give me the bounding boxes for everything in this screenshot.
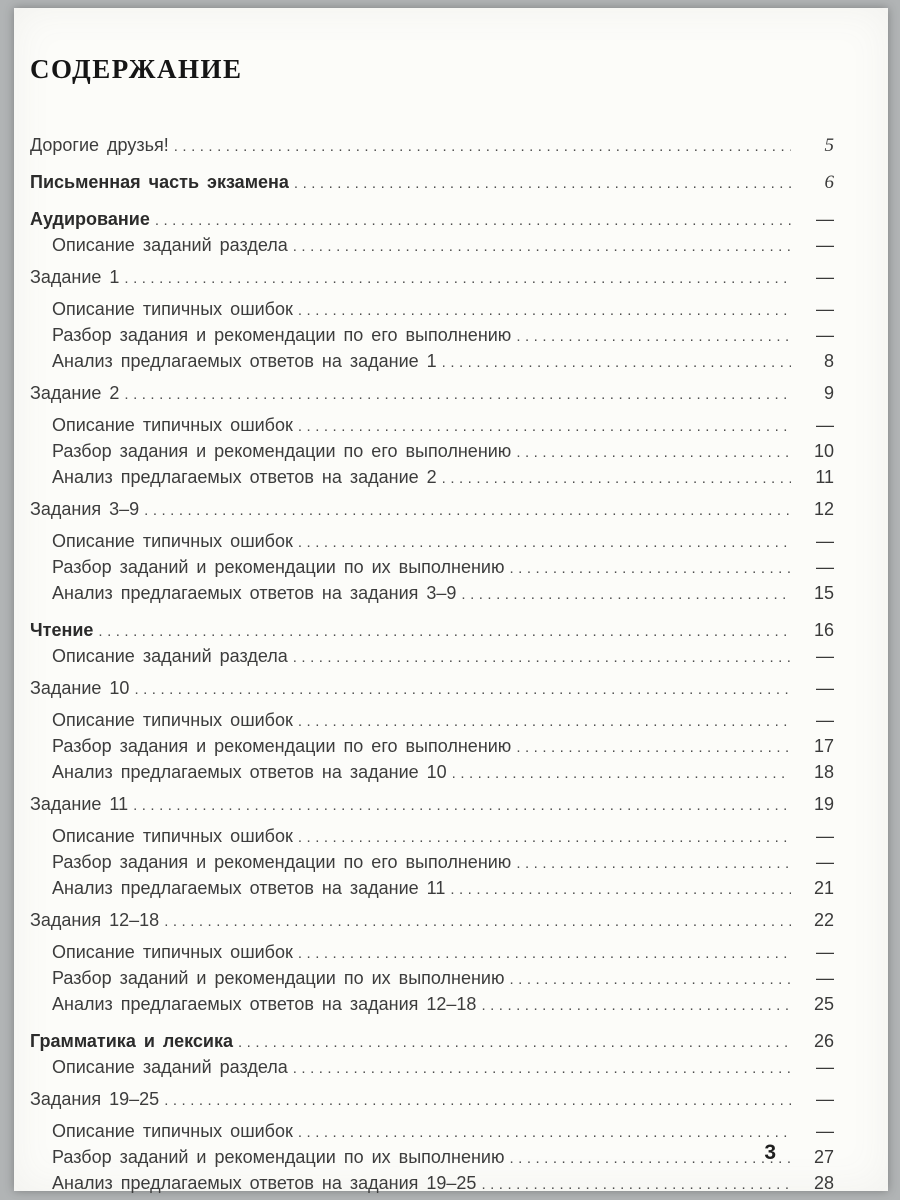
dot-leader: [134, 678, 791, 700]
toc-entry-label: Задание 1: [30, 267, 120, 287]
dot-leader: [298, 942, 791, 964]
toc-entry-page: 8: [823, 351, 834, 371]
toc-list: [30, 135, 834, 1195]
toc-entry: [30, 1173, 834, 1195]
toc-entry: [30, 1147, 834, 1169]
toc-entry-page: —: [816, 557, 834, 577]
toc-entry-page: —: [816, 299, 834, 319]
toc-entry-label: Анализ предлагаемых ответов на задание 11: [52, 878, 446, 898]
dot-leader: [516, 441, 791, 463]
toc-entry-label: Анализ предлагаемых ответов на задания 3–9: [52, 583, 457, 603]
dot-leader: [293, 235, 791, 257]
toc-entry-page: 5: [824, 135, 834, 156]
toc-entry-page: 6: [824, 172, 834, 193]
toc-entry-label: Задания 19–25: [30, 1089, 160, 1109]
toc-entry: [30, 325, 834, 347]
toc-entry: [30, 994, 834, 1016]
toc-entry: [30, 531, 834, 553]
toc-entry-page: 17: [813, 736, 834, 756]
toc-entry: [30, 942, 834, 964]
dot-leader: [442, 351, 791, 373]
toc-entry: [30, 710, 834, 732]
toc-entry-label: Задание 2: [30, 383, 120, 403]
dot-leader: [164, 1089, 791, 1111]
toc-entry-page: 11: [815, 467, 834, 487]
toc-entry: [30, 1057, 834, 1079]
toc-entry-page: —: [816, 942, 834, 962]
toc-entry-label: Разбор заданий и рекомендации по их выполнению: [52, 1147, 505, 1167]
dot-leader: [298, 710, 791, 732]
toc-entry-page: 27: [813, 1147, 834, 1167]
toc-entry-label: Аудирование: [30, 209, 150, 229]
toc-entry-page: 26: [813, 1031, 834, 1051]
toc-entry-label: Задание 11: [30, 794, 129, 814]
toc-entry-label: Разбор задания и рекомендации по его выполнению: [52, 852, 512, 872]
dot-leader: [516, 852, 791, 874]
toc-entry-label: Разбор задания и рекомендации по его выполнению: [52, 325, 512, 345]
dot-leader: [298, 415, 791, 437]
toc-entry-label: Анализ предлагаемых ответов на задание 2: [52, 467, 437, 487]
toc-entry: [30, 678, 834, 700]
dot-leader: [164, 910, 791, 932]
toc-entry-page: —: [816, 267, 834, 287]
toc-entry-label: Грамматика и лексика: [30, 1031, 233, 1051]
toc-entry: [30, 499, 834, 521]
toc-entry-page: 12: [813, 499, 834, 519]
toc-entry-page: —: [816, 235, 834, 255]
toc-entry-page: 9: [823, 383, 834, 403]
toc-entry-page: 28: [813, 1173, 834, 1193]
toc-entry-label: Дорогие друзья!: [30, 135, 169, 155]
toc-entry: [30, 172, 834, 194]
dot-leader: [442, 467, 791, 489]
toc-entry: [30, 415, 834, 437]
toc-entry-page: 15: [813, 583, 834, 603]
toc-entry-page: —: [816, 209, 834, 229]
toc-entry-page: 10: [813, 441, 834, 461]
dot-leader: [298, 1121, 791, 1143]
toc-entry: [30, 1031, 834, 1053]
toc-entry: [30, 467, 834, 489]
dot-leader: [124, 267, 791, 289]
toc-entry-page: 19: [813, 794, 834, 814]
toc-entry-label: Анализ предлагаемых ответов на задания 19–25: [52, 1173, 477, 1193]
toc-entry: [30, 852, 834, 874]
toc-entry-page: —: [816, 531, 834, 551]
toc-entry: [30, 583, 834, 605]
toc-entry: [30, 557, 834, 579]
toc-entry-label: Разбор заданий и рекомендации по их выполнению: [52, 968, 505, 988]
toc-entry-label: Разбор заданий и рекомендации по их выполнению: [52, 557, 505, 577]
toc-entry: [30, 968, 834, 990]
toc-entry-page: —: [816, 1089, 834, 1109]
toc-entry: [30, 1089, 834, 1111]
toc-entry-page: 18: [813, 762, 834, 782]
dot-leader: [294, 172, 791, 194]
dot-leader: [238, 1031, 791, 1053]
toc-entry-page: —: [816, 1057, 834, 1077]
toc-entry: [30, 383, 834, 405]
toc-entry-page: —: [816, 678, 834, 698]
dot-leader: [516, 736, 791, 758]
toc-entry: [30, 762, 834, 784]
dot-leader: [293, 1057, 791, 1079]
toc-entry-page: —: [816, 852, 834, 872]
toc-entry-label: Описание заданий раздела: [52, 235, 288, 255]
toc-entry-page: 21: [813, 878, 834, 898]
dot-leader: [509, 1147, 791, 1169]
toc-entry-page: —: [816, 826, 834, 846]
toc-entry-label: Описание типичных ошибок: [52, 942, 293, 962]
toc-entry: [30, 878, 834, 900]
toc-entry-label: Письменная часть экзамена: [30, 172, 289, 192]
toc-entry-page: —: [816, 710, 834, 730]
page-title: СОДЕРЖАНИЕ: [30, 54, 243, 84]
scanned-page: [14, 8, 888, 1191]
toc-entry-page: 16: [813, 620, 834, 640]
toc-entry: [30, 794, 834, 816]
toc-entry-label: Анализ предлагаемых ответов на задания 12–18: [52, 994, 477, 1014]
dot-leader: [155, 209, 791, 231]
toc-entry-label: Описание типичных ошибок: [52, 531, 293, 551]
toc-entry-label: Задания 12–18: [30, 910, 160, 930]
toc-entry-page: —: [816, 325, 834, 345]
dot-leader: [144, 499, 791, 521]
dot-leader: [293, 646, 791, 668]
dot-leader: [98, 620, 791, 642]
toc-entry-label: Описание типичных ошибок: [52, 826, 293, 846]
toc-entry-label: Описание типичных ошибок: [52, 710, 293, 730]
toc-entry: [30, 646, 834, 668]
toc-entry-page: —: [816, 646, 834, 666]
toc-entry-label: Анализ предлагаемых ответов на задание 1: [52, 351, 437, 371]
toc-entry-page: —: [816, 415, 834, 435]
toc-entry: [30, 441, 834, 463]
toc-entry: [30, 299, 834, 321]
toc-entry: [30, 910, 834, 932]
toc-entry: [30, 351, 834, 373]
toc-entry: [30, 826, 834, 848]
toc-entry-page: —: [816, 968, 834, 988]
dot-leader: [452, 762, 791, 784]
toc-entry-label: Задание 10: [30, 678, 130, 698]
toc-entry: [30, 209, 834, 231]
toc-content: [14, 8, 888, 1195]
toc-entry: [30, 620, 834, 642]
dot-leader: [298, 299, 791, 321]
dot-leader: [174, 135, 791, 157]
toc-entry-label: Описание заданий раздела: [52, 646, 288, 666]
toc-entry-label: Описание типичных ошибок: [52, 415, 293, 435]
toc-entry-label: Описание заданий раздела: [52, 1057, 288, 1077]
dot-leader: [509, 968, 791, 990]
dot-leader: [481, 994, 791, 1016]
toc-entry-label: Разбор задания и рекомендации по его выполнению: [52, 441, 512, 461]
dot-leader: [298, 826, 791, 848]
dot-leader: [509, 557, 791, 579]
dot-leader: [124, 383, 791, 405]
page-number: 3: [764, 1141, 776, 1164]
toc-entry-label: Чтение: [30, 620, 94, 640]
toc-entry: [30, 1121, 834, 1143]
toc-entry: [30, 736, 834, 758]
toc-entry: [30, 267, 834, 289]
toc-entry: [30, 135, 834, 157]
toc-entry-label: Описание типичных ошибок: [52, 1121, 293, 1141]
toc-entry-page: —: [816, 1121, 834, 1141]
dot-leader: [461, 583, 791, 605]
toc-entry: [30, 235, 834, 257]
dot-leader: [481, 1173, 791, 1195]
toc-entry-label: Описание типичных ошибок: [52, 299, 293, 319]
toc-entry-page: 22: [813, 910, 834, 930]
toc-entry-label: Разбор задания и рекомендации по его выполнению: [52, 736, 512, 756]
dot-leader: [516, 325, 791, 347]
toc-entry-label: Задания 3–9: [30, 499, 140, 519]
toc-entry-page: 25: [813, 994, 834, 1014]
dot-leader: [133, 794, 791, 816]
toc-entry-label: Анализ предлагаемых ответов на задание 10: [52, 762, 447, 782]
dot-leader: [298, 531, 791, 553]
dot-leader: [450, 878, 791, 900]
